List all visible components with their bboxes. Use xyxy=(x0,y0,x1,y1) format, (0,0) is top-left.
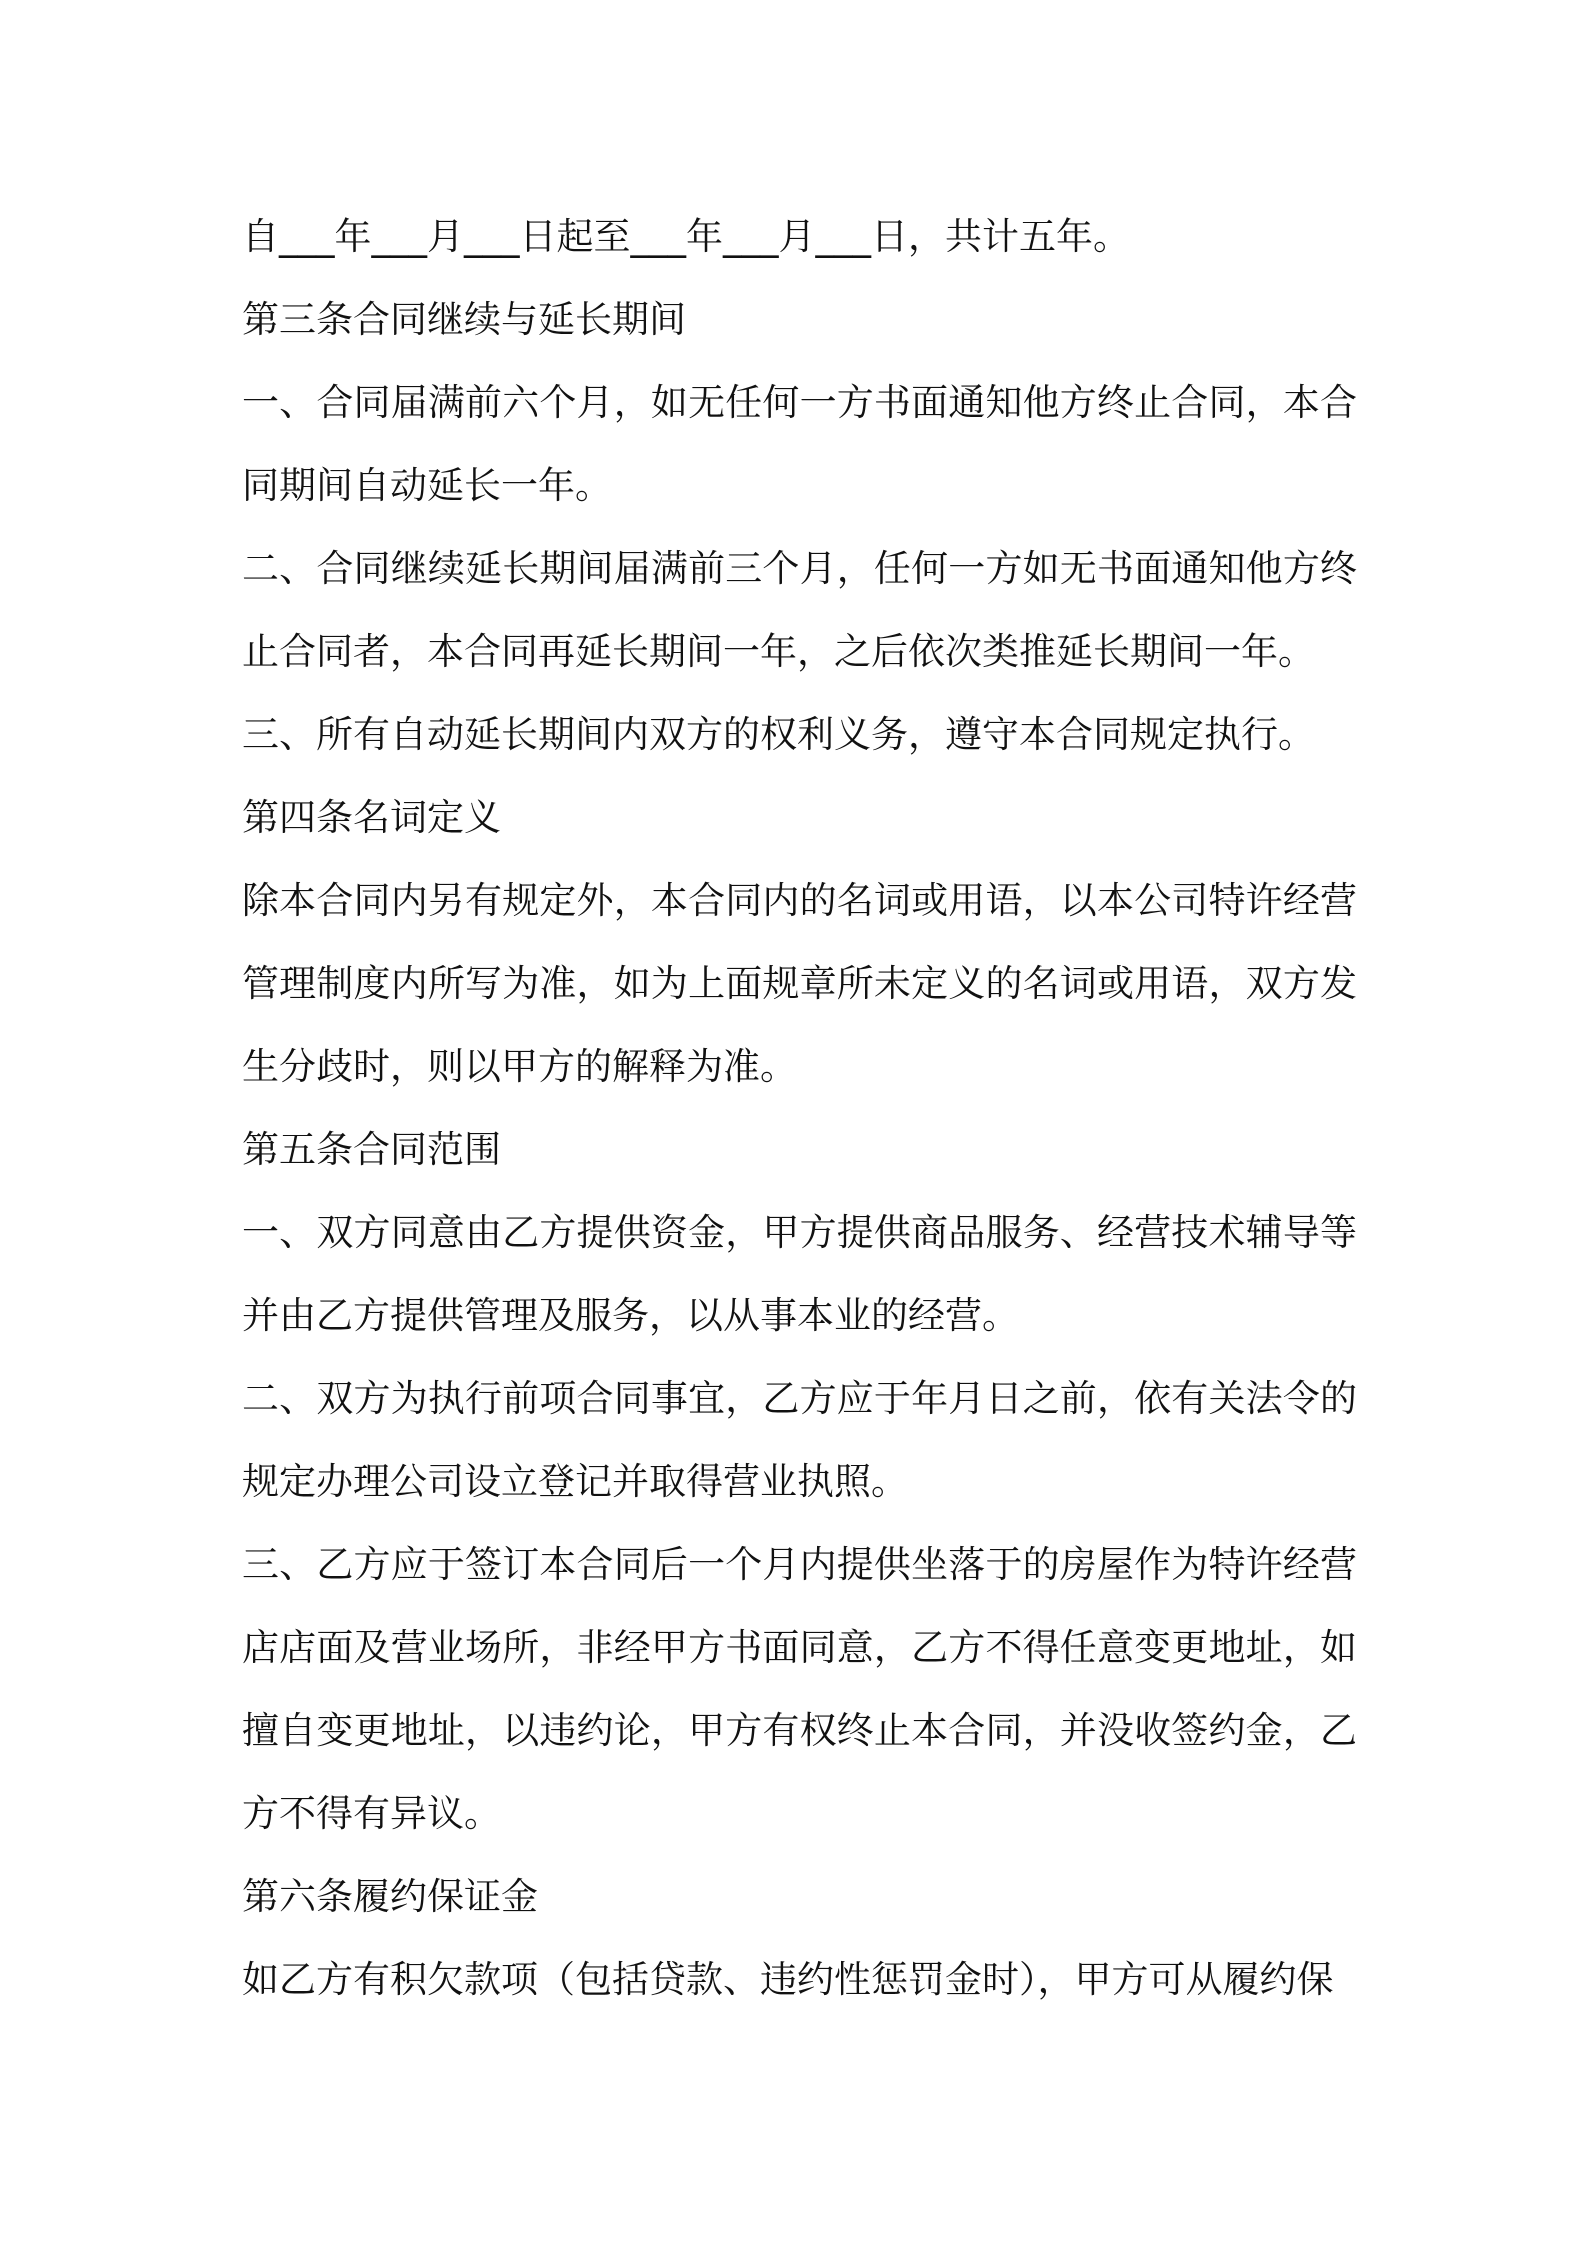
contract-body xyxy=(242,195,1357,2021)
article-5-clause-2: 二、双方为执行前项合同事宜，乙方应于年月日之前，依有关法令的规定办理公司设立登记并取得营业执照。 xyxy=(242,1377,1357,1503)
article-5-clause-3: 三、乙方应于签订本合同后一个月内提供坐落于的房屋作为特许经营店店面及营业场所，非经甲方书面同意，乙方不得任意变更地址，如擅自变更地址，以违约论，甲方有权终止本合同，并没收签约金，乙方不得有异议。 xyxy=(242,1543,1357,1835)
term-dates-paragraph: 自___年___月___日起至___年___月___日，共计五年。 xyxy=(242,215,1130,258)
article-3-clause-3: 三、所有自动延长期间内双方的权利义务，遵守本合同规定执行。 xyxy=(242,713,1315,756)
article-4-paragraph: 除本合同内另有规定外，本合同内的名词或用语，以本公司特许经营管理制度内所写为准，如为上面规章所未定义的名词或用语，双方发生分歧时，则以甲方的解释为准。 xyxy=(242,879,1357,1088)
article-4-heading: 第四条名词定义 xyxy=(242,796,501,839)
article-3-clause-2: 二、合同继续延长期间届满前三个月，任何一方如无书面通知他方终止合同者，本合同再延长期间一年，之后依次类推延长期间一年。 xyxy=(242,547,1357,673)
article-3-heading: 第三条合同继续与延长期间 xyxy=(242,298,686,341)
article-6-heading: 第六条履约保证金 xyxy=(242,1875,538,1918)
article-5-clause-1: 一、双方同意由乙方提供资金，甲方提供商品服务、经营技术辅导等并由乙方提供管理及服务，以从事本业的经营。 xyxy=(242,1211,1357,1337)
article-3-clause-1: 一、合同届满前六个月，如无任何一方书面通知他方终止合同，本合同期间自动延长一年。 xyxy=(242,381,1357,507)
article-5-heading: 第五条合同范围 xyxy=(242,1128,501,1171)
article-6-paragraph: 如乙方有积欠款项（包括贷款、违约性惩罚金时），甲方可从履约保 xyxy=(242,1958,1334,2001)
